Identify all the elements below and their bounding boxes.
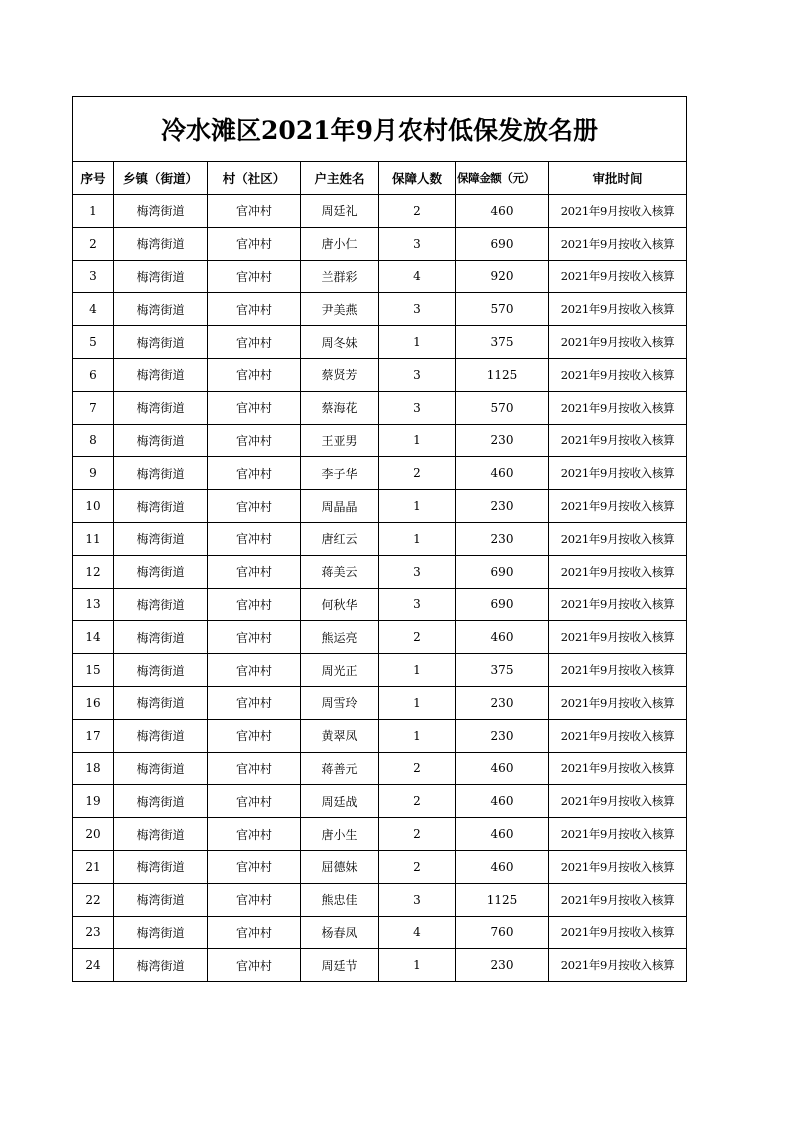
approval-time-cell: 2021年9月按收入核算 xyxy=(549,752,687,785)
village-cell: 官冲村 xyxy=(208,916,301,949)
approval-time-cell: 2021年9月按收入核算 xyxy=(549,818,687,851)
village-cell: 官冲村 xyxy=(208,949,301,982)
people-cell: 1 xyxy=(379,522,456,555)
householder-cell: 周冬妹 xyxy=(301,326,379,359)
town-cell: 梅湾街道 xyxy=(114,293,208,326)
serial-cell: 9 xyxy=(73,457,114,490)
table-row xyxy=(73,227,687,260)
table-row xyxy=(73,818,687,851)
serial-cell: 22 xyxy=(73,883,114,916)
village-cell: 官冲村 xyxy=(208,227,301,260)
table-row xyxy=(73,752,687,785)
serial-cell: 1 xyxy=(73,195,114,228)
amount-cell: 570 xyxy=(456,391,549,424)
approval-time-cell: 2021年9月按收入核算 xyxy=(549,588,687,621)
village-cell: 官冲村 xyxy=(208,785,301,818)
town-cell: 梅湾街道 xyxy=(114,424,208,457)
town-cell: 梅湾街道 xyxy=(114,785,208,818)
table-row xyxy=(73,522,687,555)
amount-cell: 460 xyxy=(456,818,549,851)
amount-cell: 690 xyxy=(456,555,549,588)
town-cell: 梅湾街道 xyxy=(114,227,208,260)
amount-cell: 375 xyxy=(456,326,549,359)
householder-cell: 李子华 xyxy=(301,457,379,490)
approval-time-cell: 2021年9月按收入核算 xyxy=(549,719,687,752)
people-cell: 1 xyxy=(379,686,456,719)
serial-cell: 8 xyxy=(73,424,114,457)
amount-cell: 570 xyxy=(456,293,549,326)
approval-time-cell: 2021年9月按收入核算 xyxy=(549,654,687,687)
town-cell: 梅湾街道 xyxy=(114,850,208,883)
table-row xyxy=(73,457,687,490)
approval-time-cell: 2021年9月按收入核算 xyxy=(549,490,687,523)
table-body xyxy=(73,195,687,982)
village-cell: 官冲村 xyxy=(208,719,301,752)
approval-time-cell: 2021年9月按收入核算 xyxy=(549,358,687,391)
table-row xyxy=(73,358,687,391)
householder-cell: 周廷战 xyxy=(301,785,379,818)
table-row xyxy=(73,555,687,588)
village-cell: 官冲村 xyxy=(208,358,301,391)
householder-cell: 周晶晶 xyxy=(301,490,379,523)
people-cell: 3 xyxy=(379,555,456,588)
householder-cell: 屈德妹 xyxy=(301,850,379,883)
town-cell: 梅湾街道 xyxy=(114,260,208,293)
amount-cell: 230 xyxy=(456,719,549,752)
householder-cell: 杨春凤 xyxy=(301,916,379,949)
approval-time-cell: 2021年9月按收入核算 xyxy=(549,850,687,883)
serial-cell: 24 xyxy=(73,949,114,982)
column-header-village: 村（社区） xyxy=(208,162,301,195)
amount-cell: 760 xyxy=(456,916,549,949)
table-row xyxy=(73,391,687,424)
people-cell: 2 xyxy=(379,195,456,228)
village-cell: 官冲村 xyxy=(208,850,301,883)
table-row xyxy=(73,326,687,359)
village-cell: 官冲村 xyxy=(208,457,301,490)
amount-cell: 1125 xyxy=(456,358,549,391)
approval-time-cell: 2021年9月按收入核算 xyxy=(549,916,687,949)
people-cell: 2 xyxy=(379,752,456,785)
roster-table xyxy=(72,96,687,982)
householder-cell: 唐小生 xyxy=(301,818,379,851)
town-cell: 梅湾街道 xyxy=(114,686,208,719)
village-cell: 官冲村 xyxy=(208,391,301,424)
people-cell: 4 xyxy=(379,916,456,949)
amount-cell: 690 xyxy=(456,588,549,621)
village-cell: 官冲村 xyxy=(208,818,301,851)
village-cell: 官冲村 xyxy=(208,293,301,326)
table-row xyxy=(73,654,687,687)
people-cell: 1 xyxy=(379,424,456,457)
serial-cell: 11 xyxy=(73,522,114,555)
title-row xyxy=(73,97,687,162)
town-cell: 梅湾街道 xyxy=(114,654,208,687)
approval-time-cell: 2021年9月按收入核算 xyxy=(549,424,687,457)
village-cell: 官冲村 xyxy=(208,260,301,293)
householder-cell: 周光正 xyxy=(301,654,379,687)
householder-cell: 蒋善元 xyxy=(301,752,379,785)
approval-time-cell: 2021年9月按收入核算 xyxy=(549,522,687,555)
serial-cell: 5 xyxy=(73,326,114,359)
town-cell: 梅湾街道 xyxy=(114,719,208,752)
serial-cell: 7 xyxy=(73,391,114,424)
householder-cell: 周雪玲 xyxy=(301,686,379,719)
people-cell: 2 xyxy=(379,621,456,654)
serial-cell: 13 xyxy=(73,588,114,621)
amount-cell: 460 xyxy=(456,850,549,883)
table-row xyxy=(73,195,687,228)
serial-cell: 16 xyxy=(73,686,114,719)
table-row xyxy=(73,621,687,654)
approval-time-cell: 2021年9月按收入核算 xyxy=(549,391,687,424)
approval-time-cell: 2021年9月按收入核算 xyxy=(549,326,687,359)
village-cell: 官冲村 xyxy=(208,752,301,785)
village-cell: 官冲村 xyxy=(208,555,301,588)
amount-cell: 375 xyxy=(456,654,549,687)
people-cell: 1 xyxy=(379,326,456,359)
column-header-serial: 序号 xyxy=(73,162,114,195)
householder-cell: 周廷礼 xyxy=(301,195,379,228)
amount-cell: 460 xyxy=(456,457,549,490)
amount-cell: 460 xyxy=(456,621,549,654)
people-cell: 3 xyxy=(379,883,456,916)
amount-cell: 460 xyxy=(456,752,549,785)
amount-cell: 1125 xyxy=(456,883,549,916)
people-cell: 3 xyxy=(379,391,456,424)
village-cell: 官冲村 xyxy=(208,326,301,359)
amount-cell: 460 xyxy=(456,785,549,818)
header-row xyxy=(73,162,687,195)
column-header-people: 保障人数 xyxy=(379,162,456,195)
approval-time-cell: 2021年9月按收入核算 xyxy=(549,621,687,654)
village-cell: 官冲村 xyxy=(208,883,301,916)
approval-time-cell: 2021年9月按收入核算 xyxy=(549,883,687,916)
approval-time-cell: 2021年9月按收入核算 xyxy=(549,227,687,260)
householder-cell: 王亚男 xyxy=(301,424,379,457)
town-cell: 梅湾街道 xyxy=(114,588,208,621)
householder-cell: 兰群彩 xyxy=(301,260,379,293)
householder-cell: 熊运亮 xyxy=(301,621,379,654)
table-row xyxy=(73,588,687,621)
serial-cell: 15 xyxy=(73,654,114,687)
people-cell: 1 xyxy=(379,654,456,687)
approval-time-cell: 2021年9月按收入核算 xyxy=(549,949,687,982)
town-cell: 梅湾街道 xyxy=(114,522,208,555)
serial-cell: 12 xyxy=(73,555,114,588)
amount-cell: 460 xyxy=(456,195,549,228)
serial-cell: 2 xyxy=(73,227,114,260)
table-row xyxy=(73,883,687,916)
village-cell: 官冲村 xyxy=(208,490,301,523)
town-cell: 梅湾街道 xyxy=(114,326,208,359)
column-header-householder: 户主姓名 xyxy=(301,162,379,195)
document-title: 冷水滩区2021年9月农村低保发放名册 xyxy=(73,97,687,162)
amount-cell: 230 xyxy=(456,949,549,982)
approval-time-cell: 2021年9月按收入核算 xyxy=(549,785,687,818)
people-cell: 2 xyxy=(379,818,456,851)
table-row xyxy=(73,293,687,326)
town-cell: 梅湾街道 xyxy=(114,752,208,785)
approval-time-cell: 2021年9月按收入核算 xyxy=(549,686,687,719)
people-cell: 1 xyxy=(379,719,456,752)
approval-time-cell: 2021年9月按收入核算 xyxy=(549,293,687,326)
householder-cell: 蒋美云 xyxy=(301,555,379,588)
town-cell: 梅湾街道 xyxy=(114,621,208,654)
table-row xyxy=(73,260,687,293)
serial-cell: 4 xyxy=(73,293,114,326)
village-cell: 官冲村 xyxy=(208,686,301,719)
column-header-approval-time: 审批时间 xyxy=(549,162,687,195)
table-row xyxy=(73,916,687,949)
people-cell: 3 xyxy=(379,227,456,260)
table-row xyxy=(73,424,687,457)
householder-cell: 熊忠佳 xyxy=(301,883,379,916)
village-cell: 官冲村 xyxy=(208,654,301,687)
people-cell: 1 xyxy=(379,490,456,523)
householder-cell: 蔡贤芳 xyxy=(301,358,379,391)
people-cell: 3 xyxy=(379,588,456,621)
table-row xyxy=(73,850,687,883)
amount-cell: 230 xyxy=(456,522,549,555)
town-cell: 梅湾街道 xyxy=(114,195,208,228)
householder-cell: 周廷节 xyxy=(301,949,379,982)
town-cell: 梅湾街道 xyxy=(114,883,208,916)
serial-cell: 6 xyxy=(73,358,114,391)
village-cell: 官冲村 xyxy=(208,195,301,228)
householder-cell: 唐小仁 xyxy=(301,227,379,260)
householder-cell: 唐红云 xyxy=(301,522,379,555)
householder-cell: 蔡海花 xyxy=(301,391,379,424)
approval-time-cell: 2021年9月按收入核算 xyxy=(549,260,687,293)
town-cell: 梅湾街道 xyxy=(114,555,208,588)
amount-cell: 230 xyxy=(456,490,549,523)
amount-cell: 230 xyxy=(456,424,549,457)
town-cell: 梅湾街道 xyxy=(114,916,208,949)
householder-cell: 何秋华 xyxy=(301,588,379,621)
town-cell: 梅湾街道 xyxy=(114,490,208,523)
householder-cell: 黄翠凤 xyxy=(301,719,379,752)
amount-cell: 230 xyxy=(456,686,549,719)
householder-cell: 尹美燕 xyxy=(301,293,379,326)
serial-cell: 19 xyxy=(73,785,114,818)
serial-cell: 3 xyxy=(73,260,114,293)
table-row xyxy=(73,719,687,752)
people-cell: 3 xyxy=(379,293,456,326)
table-row xyxy=(73,686,687,719)
approval-time-cell: 2021年9月按收入核算 xyxy=(549,555,687,588)
village-cell: 官冲村 xyxy=(208,424,301,457)
serial-cell: 21 xyxy=(73,850,114,883)
amount-cell: 690 xyxy=(456,227,549,260)
approval-time-cell: 2021年9月按收入核算 xyxy=(549,457,687,490)
town-cell: 梅湾街道 xyxy=(114,391,208,424)
column-header-amount: 保障金额（元） xyxy=(456,162,549,195)
village-cell: 官冲村 xyxy=(208,522,301,555)
people-cell: 1 xyxy=(379,949,456,982)
serial-cell: 23 xyxy=(73,916,114,949)
people-cell: 2 xyxy=(379,850,456,883)
people-cell: 4 xyxy=(379,260,456,293)
table-row xyxy=(73,785,687,818)
serial-cell: 10 xyxy=(73,490,114,523)
town-cell: 梅湾街道 xyxy=(114,949,208,982)
town-cell: 梅湾街道 xyxy=(114,358,208,391)
column-header-town: 乡镇（街道） xyxy=(114,162,208,195)
people-cell: 3 xyxy=(379,358,456,391)
village-cell: 官冲村 xyxy=(208,621,301,654)
serial-cell: 18 xyxy=(73,752,114,785)
approval-time-cell: 2021年9月按收入核算 xyxy=(549,195,687,228)
table-row xyxy=(73,490,687,523)
people-cell: 2 xyxy=(379,457,456,490)
town-cell: 梅湾街道 xyxy=(114,457,208,490)
serial-cell: 20 xyxy=(73,818,114,851)
serial-cell: 14 xyxy=(73,621,114,654)
town-cell: 梅湾街道 xyxy=(114,818,208,851)
serial-cell: 17 xyxy=(73,719,114,752)
amount-cell: 920 xyxy=(456,260,549,293)
village-cell: 官冲村 xyxy=(208,588,301,621)
people-cell: 2 xyxy=(379,785,456,818)
table-row xyxy=(73,949,687,982)
